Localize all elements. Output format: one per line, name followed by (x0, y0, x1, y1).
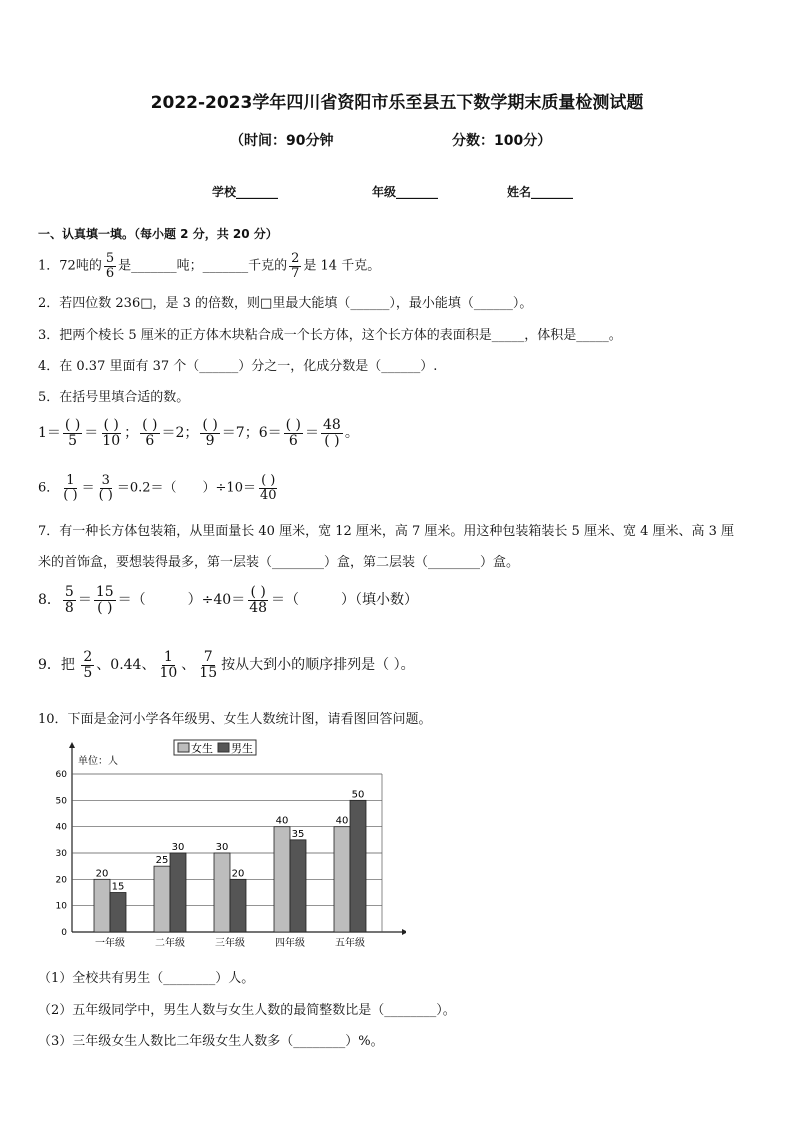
bar-girls (154, 866, 170, 932)
bar-value-label: 30 (171, 842, 185, 853)
section-heading: 一、认真填一填。（每小题 2 分，共 20 分） (38, 227, 278, 241)
bar-value-label: 20 (231, 868, 245, 880)
y-tick-label: 60 (55, 770, 67, 780)
page-title: 2022-2023学年四川省资阳市乐至县五下数学期末质量检测试题 (150, 93, 644, 113)
question-1: 1．72吨的 $\frac{5}{6}$ 是_______吨；_______千克的 $\frac{2}{7}$ 是 14 千克。 (38, 251, 381, 281)
question-8: 8． $\frac{5}{8}$ ＝ $\frac{15}{( )}$ ＝（ ）÷40＝ $\frac{( )}{48}$ ＝（ ）（填小数） (38, 584, 419, 616)
legend-label-boys: 男生 (231, 742, 253, 755)
sub-question-2: （2）五年级同学中，男生人数与女生人数的最简整数比是（________）。 (38, 1003, 456, 1018)
school-field: 学校_______ (212, 185, 279, 199)
question-9: 9．把 $\frac{2}{5}$ 、0.44、 $\frac{1}{10}$ 、 $\frac{7}{15}$ 按从大到小的顺序排列是（ ）。 (38, 649, 415, 681)
bar-boys (230, 879, 246, 932)
y-tick-label: 10 (55, 901, 67, 912)
y-tick-label: 50 (55, 796, 67, 807)
question-5: 5．在括号里填合适的数。 (38, 390, 190, 405)
bar-value-label: 15 (111, 881, 125, 893)
y-axis-arrow (69, 742, 75, 748)
sub-question-1: （1）全校共有男生（________）人。 (38, 971, 255, 986)
bar-boys (350, 800, 366, 932)
bar-value-label: 30 (215, 842, 229, 853)
y-tick-label: 20 (55, 875, 67, 886)
x-axis-arrow (402, 929, 406, 935)
bar-value-label: 40 (275, 815, 289, 827)
y-tick-label: 30 (55, 849, 67, 859)
legend-swatch-boys (218, 743, 229, 752)
x-tick-label: 四年级 (275, 938, 305, 949)
question-4: 4．在 0.37 里面有 37 个（______）分之一，化成分数是（______）. (38, 359, 438, 374)
bar-value-label: 40 (335, 815, 349, 827)
bar-value-label: 50 (351, 789, 365, 801)
bar-girls (274, 827, 290, 932)
sub-question-3: （3）三年级女生人数比二年级女生人数多（________）%。 (38, 1034, 384, 1049)
name-field: 姓名_______ (507, 185, 574, 199)
grade-field: 年级_______ (372, 185, 439, 199)
bar-chart (36, 734, 406, 956)
bar-value-label: 20 (95, 868, 109, 880)
bar-value-label: 35 (291, 828, 305, 840)
question-10: 10．下面是金河小学各年级男、女生人数统计图，请看图回答问题。 (38, 712, 432, 727)
question-2: 2．若四位数 236□，是 3 的倍数，则□里最大能填（______），最小能填（______）。 (38, 296, 533, 311)
y-tick-label: 40 (55, 822, 67, 833)
bar-girls (334, 827, 350, 932)
legend-label-girls: 女生 (191, 742, 213, 755)
bar-boys (290, 840, 306, 932)
score-label: 分数：100分） (452, 133, 552, 149)
time-label: （时间：90分钟 (230, 133, 334, 149)
x-tick-label: 五年级 (335, 938, 365, 949)
question-6: 6． $\frac{1}{( )}$ ＝ $\frac{3}{( )}$ ＝0.2＝（ ）÷10＝ $\frac{( )}{40}$ (38, 473, 277, 503)
x-tick-label: 二年级 (155, 938, 185, 949)
question-3: 3．把两个棱长 5 厘米的正方体木块粘合成一个长方体，这个长方体的表面积是_____，体积是_____。 (38, 328, 622, 343)
x-tick-label: 一年级 (95, 938, 125, 949)
legend-swatch-girls (178, 743, 189, 752)
unit-label: 单位：人 (78, 756, 118, 767)
bar-girls (94, 879, 110, 932)
question-7-line2: 米的首饰盒，要想装得最多，第一层装（________）盒，第二层装（________）盒。 (38, 555, 520, 570)
y-tick-label: 0 (61, 928, 67, 938)
bar-boys (170, 853, 186, 932)
question-5-equations: 1＝ $\frac{( )}{5}$ ＝ $\frac{( )}{10}$ ； $\frac{( )}{6}$ ＝2； $\frac{( )}{9}$ ＝7；6＝ $\frac{( )}{6}$ ＝ $\frac{48}{( )}$ 。 (38, 417, 359, 449)
bar-boys (110, 893, 126, 933)
x-tick-label: 三年级 (215, 938, 245, 949)
bar-value-label: 25 (155, 855, 169, 867)
question-7-line1: 7．有一种长方体包装箱，从里面量长 40 厘米，宽 12 厘米，高 7 厘米。用这种包装箱装长 5 厘米、宽 4 厘米、高 3 厘 (38, 524, 735, 539)
bar-girls (214, 853, 230, 932)
